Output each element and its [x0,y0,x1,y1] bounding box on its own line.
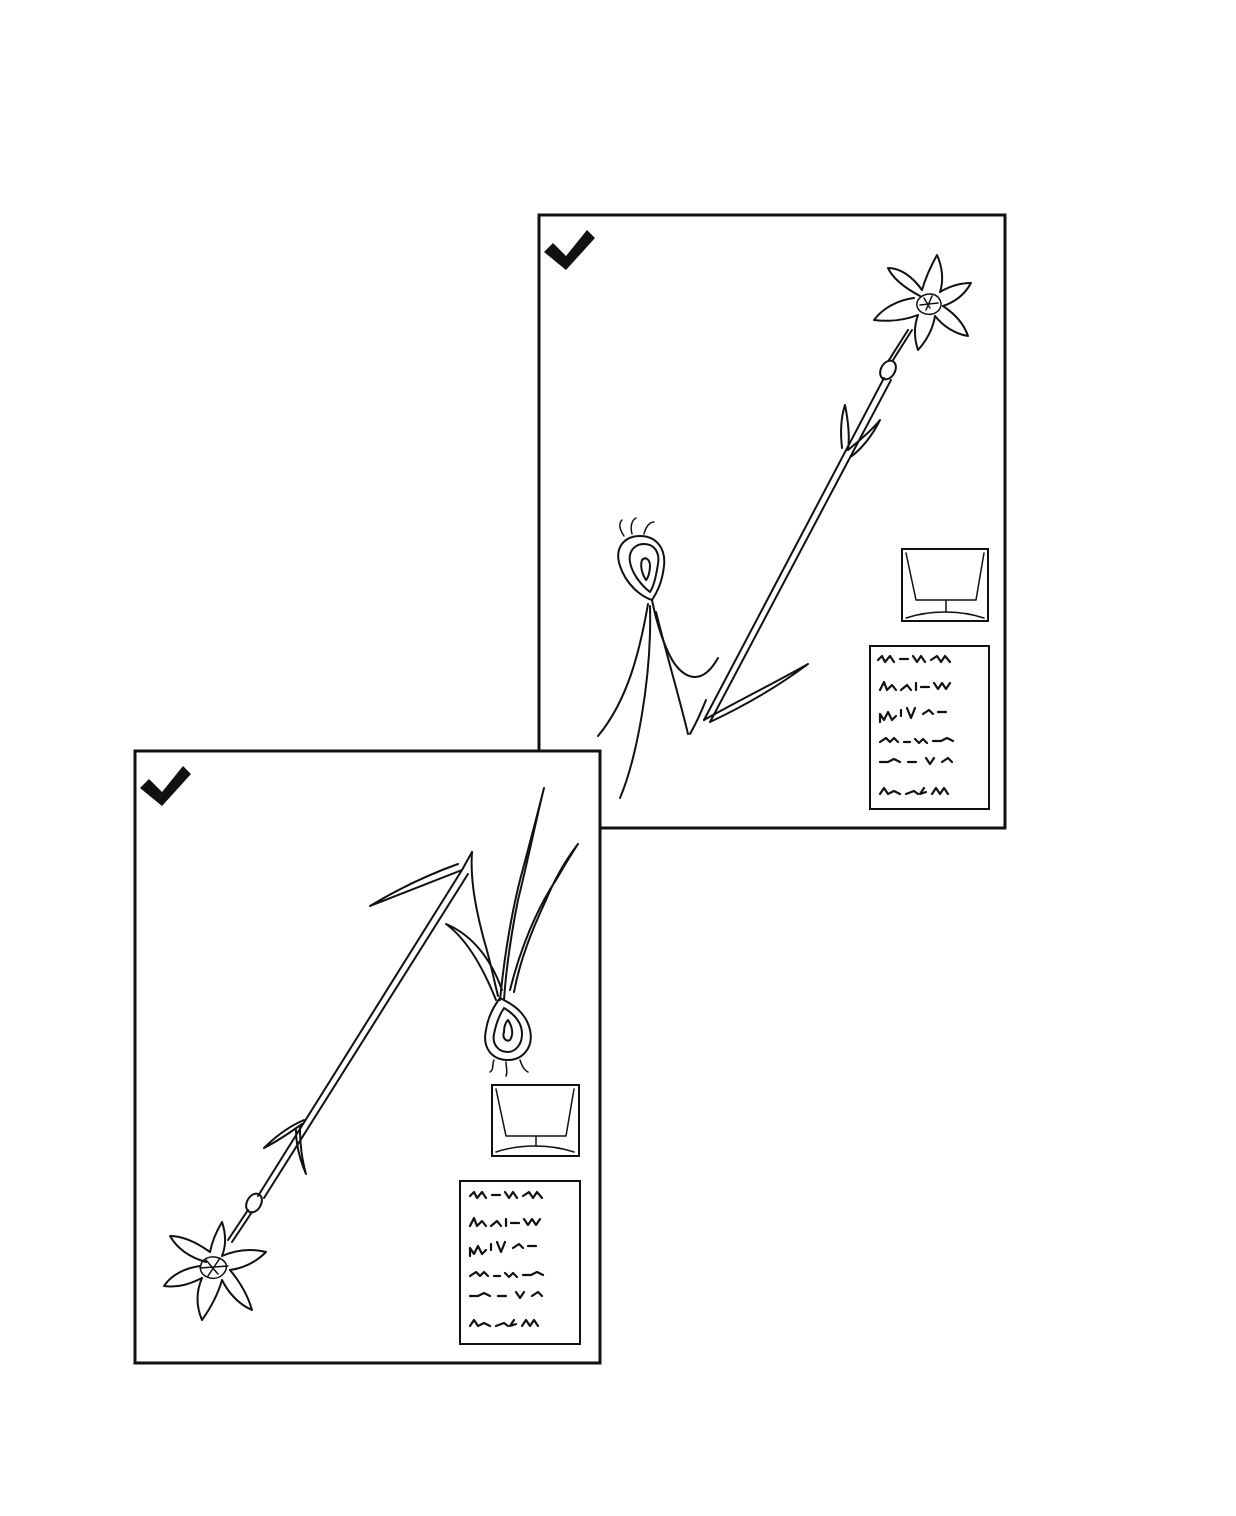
label-card-icon [460,1181,580,1344]
panel-inverted [135,751,600,1363]
mounting-card-icon [492,1085,579,1156]
label-card-icon [870,646,989,809]
panel-upright [539,215,1005,828]
mounting-card-icon [902,549,988,621]
